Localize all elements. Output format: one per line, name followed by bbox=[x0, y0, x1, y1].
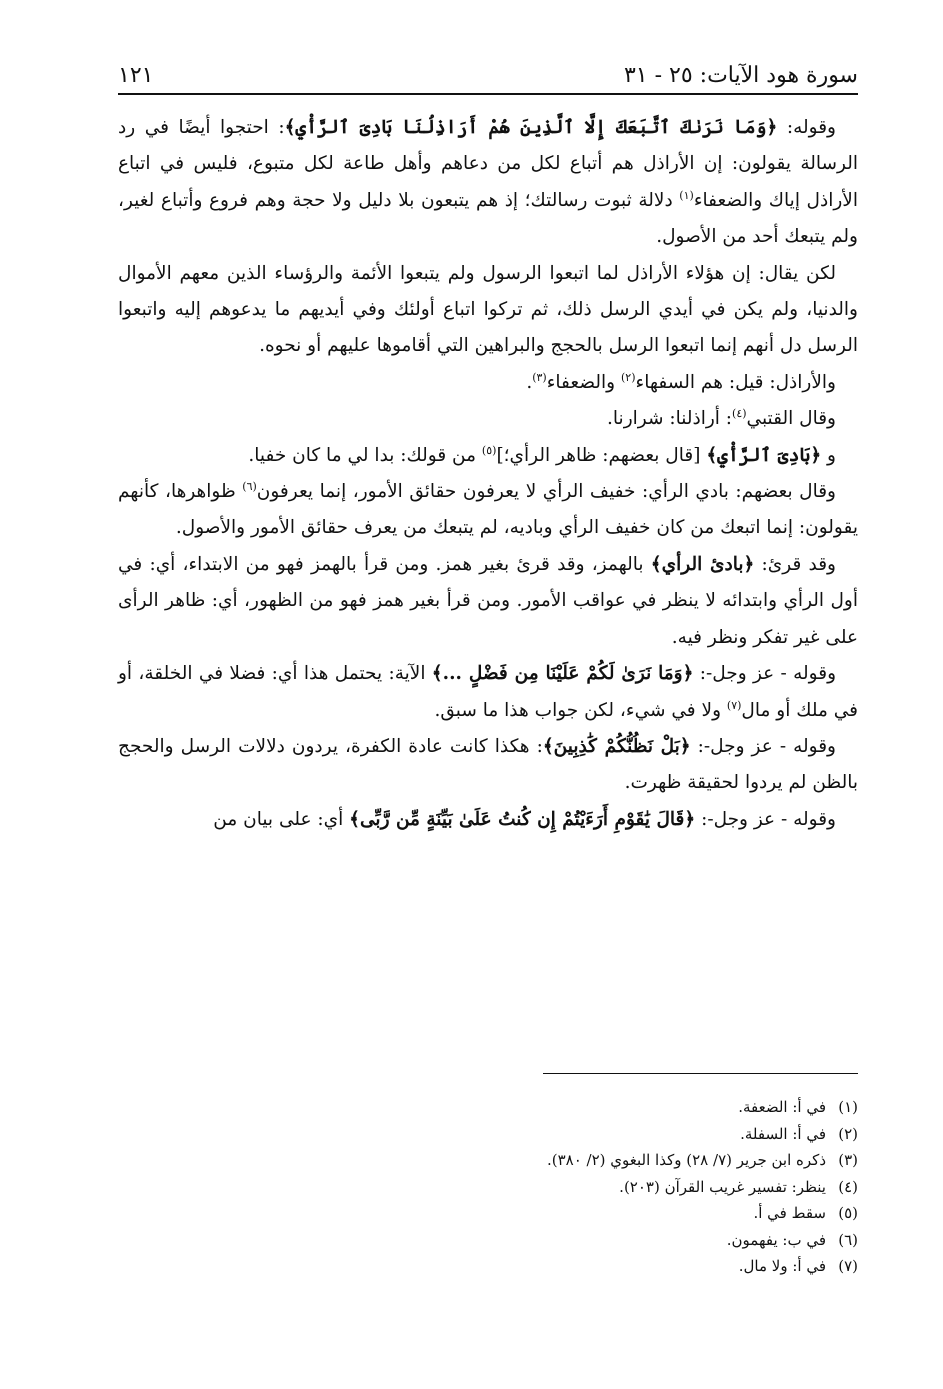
page-number: ١٢١ bbox=[118, 63, 154, 88]
text-run: وقد قرئ: bbox=[754, 553, 836, 575]
text-run: : هكذا كانت عادة الكفرة، يردون دلالات الرسل والحجج بالظن لم يردوا لحقيقة ظهرت. bbox=[118, 735, 858, 794]
footnote bbox=[118, 1174, 858, 1201]
footnote-text: في أ: ولا مال. bbox=[738, 1257, 826, 1275]
footnote-separator bbox=[543, 1073, 858, 1074]
text-run: وقال بعضهم: بادي الرأي: خفيف الرأي لا يعرفون حقائق الأمور، إنما يعرفون bbox=[256, 481, 836, 503]
paragraph bbox=[118, 802, 858, 838]
running-header bbox=[118, 52, 858, 88]
surah-title: سورة هود الآيات: ٢٥ - ٣١ bbox=[623, 63, 858, 88]
footnote-number: (٥) bbox=[838, 1204, 858, 1222]
footnote-text: ينظر: تفسير غريب القرآن (٢٠٣). bbox=[619, 1177, 826, 1196]
text-run: . bbox=[526, 371, 533, 393]
footnote-number: (١) bbox=[838, 1098, 858, 1116]
text-run: الآية: يحتمل هذا أي: فضلا في الخلقة، أو في ملك أو مال bbox=[118, 663, 858, 721]
text-run: بالهمز، وقد قرئ بغير همز. ومن قرأ بالهمز فهو من الابتداء، أي: في أول الرأي وابتدائه لا ينظر في عواقب الأمور. ومن قرأ بغير همز فهو من الظهور، أي: ظاهر الرأى على غير تفكر ونظر فيه. bbox=[118, 553, 858, 648]
text-run: والأراذل: قيل: هم السفهاء bbox=[635, 371, 836, 393]
text-run: وقوله - عز وجل-: bbox=[695, 808, 836, 830]
footnote bbox=[118, 1227, 858, 1254]
footnote-text: ذكره ابن جرير (٧/ ٢٨) وكذا البغوي (٢/ ٣٨٠). bbox=[546, 1151, 826, 1169]
text-run: ظواهرها، كأنهم يقولون: إنما اتبعك من كان خفيف الرأي وباديه، لم يتبعك من يعرف حقائق الأمور والأصول. bbox=[118, 481, 858, 539]
text-run: وقوله - عز وجل-: bbox=[690, 735, 836, 757]
paragraph bbox=[118, 547, 858, 656]
footnote-marker: (٦) bbox=[242, 479, 257, 493]
footnote-marker: (٢) bbox=[620, 370, 636, 384]
footnote-marker: (١) bbox=[679, 188, 694, 202]
paragraph bbox=[118, 256, 858, 365]
footnote-text: في أ: الضعفة. bbox=[738, 1098, 826, 1116]
footnote-number: (٣) bbox=[838, 1151, 858, 1169]
paragraph bbox=[118, 438, 858, 474]
paragraph bbox=[118, 656, 858, 729]
quran-quote: ﴿بادئ الرأي﴾ bbox=[650, 553, 755, 575]
footnote-text: في أ: السفلة. bbox=[740, 1124, 826, 1143]
text-run: وقوله: bbox=[777, 117, 836, 138]
footnote-marker: (٥) bbox=[481, 443, 497, 457]
paragraph bbox=[118, 729, 858, 802]
quran-quote: ﴿بَلْ نَظُنُّكُمْ كَٰذِبِينَ﴾ bbox=[542, 735, 691, 757]
text-run: والضعفاء bbox=[546, 371, 621, 393]
quran-quote: ﴿قَالَ يَٰقَوْمِ أَرَءَيْتُمْ إِن كُنتُ عَلَىٰ بَيِّنَةٍ مِّن رَّبِّى﴾ bbox=[349, 808, 696, 830]
text-run: دلالة ثبوت رسالتك؛ إذ هم يتبعون بلا دليل ولا حجة وهم فروع وأتباع لغير، ولم يتبعك أحد من الأصول. bbox=[118, 189, 858, 248]
footnote-number: (٢) bbox=[838, 1124, 858, 1143]
text-run: أي: على بيان من bbox=[213, 808, 350, 830]
paragraph bbox=[118, 401, 858, 437]
footnote-marker: (٤) bbox=[732, 407, 747, 421]
footnote-text: سقط في أ. bbox=[753, 1204, 826, 1222]
header-rule bbox=[118, 93, 858, 95]
quran-quote: ﴿وَمَا نَرَىٰكَ ٱتَّبَعَكَ إِلَّا ٱلَّذِينَ هُمْ أَرَاذِلُنَا بَادِىَ ٱلرَّأْيِ﴾ bbox=[284, 117, 778, 138]
text-run: وقوله - عز وجل-: bbox=[693, 663, 837, 685]
footnote-text: في ب: يفهمون. bbox=[726, 1230, 826, 1249]
text-run: و bbox=[821, 444, 836, 466]
footnote bbox=[118, 1121, 858, 1148]
text-run: : أراذلنا: شرارنا. bbox=[607, 408, 733, 430]
footnote-number: (٤) bbox=[838, 1177, 858, 1196]
footnote-number: (٦) bbox=[838, 1230, 858, 1249]
footnote bbox=[118, 1200, 858, 1227]
text-run: لكن يقال: إن هؤلاء الأراذل لما اتبعوا الرسول ولم يتبعوا الأئمة والرؤساء الذين معهم الأموال والدنيا، ولم يكن في أيدي الرسل ذلك، ثم تركوا اتباع أولئك وفي أيديهم ما يدعوهم إليه واتبعوا الرسل دل أنهم إنما اتبعوا الرسل بالحجج والبراهين التي أقاموها عليهم أو نحوه. bbox=[118, 262, 858, 357]
paragraph bbox=[118, 474, 858, 547]
text-run: ولا في شيء، لكن جواب هذا ما سبق. bbox=[434, 699, 727, 721]
footnotes bbox=[118, 1094, 858, 1280]
text-run: [قال بعضهم: ظاهر الرأي؛] bbox=[496, 444, 707, 466]
paragraph bbox=[118, 110, 858, 256]
footnote-marker: (٧) bbox=[726, 698, 742, 712]
quran-quote: ﴿وَمَا نَرَىٰ لَكُمْ عَلَيْنَا مِن فَضْلٍ ...﴾ bbox=[431, 663, 694, 685]
text-run: من قولك: بدا لي ما كان خفيا. bbox=[248, 444, 482, 466]
footnote bbox=[118, 1147, 858, 1174]
quran-quote: ﴿بَادِىَ ٱلرَّأْيِ﴾ bbox=[706, 444, 822, 466]
footnote-marker: (٣) bbox=[532, 370, 547, 384]
paragraph bbox=[118, 365, 858, 401]
main-text bbox=[118, 110, 858, 838]
footnote bbox=[118, 1094, 858, 1121]
footnote bbox=[118, 1253, 858, 1280]
text-run: : احتجوا أيضًا في رد الرسالة يقولون: إن الأراذل هم أتباع لكل من دعاهم وأهل طاعة لكل متبوع، فليس في اتباع الأراذل إياك والضعفاء bbox=[118, 117, 858, 211]
text-run: وقال القتبي bbox=[746, 408, 836, 430]
footnote-number: (٧) bbox=[838, 1257, 858, 1275]
